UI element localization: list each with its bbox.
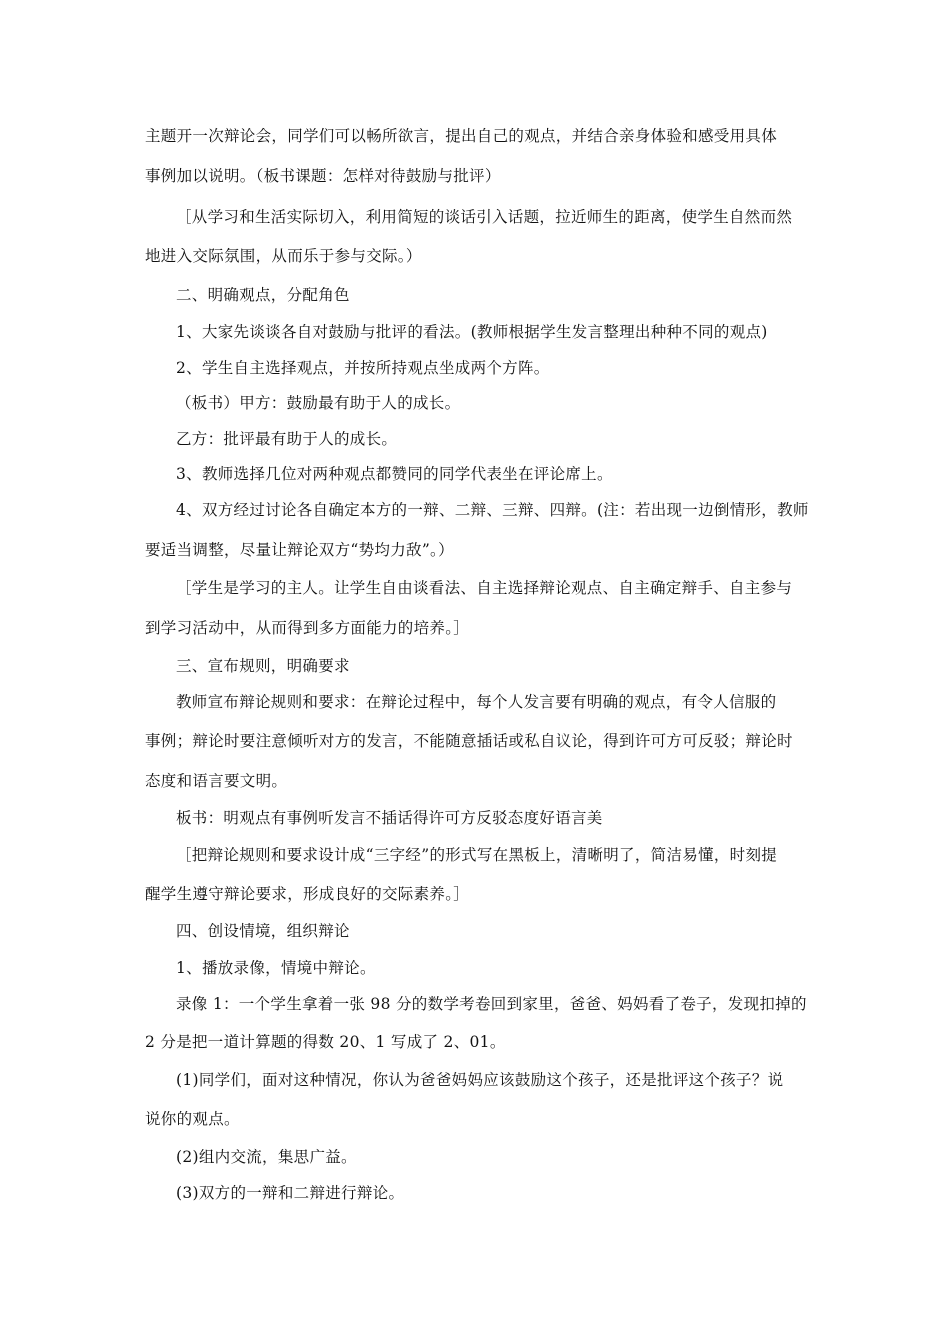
- paragraph-line: 4、双方经过讨论各自确定本方的一辩、二辩、三辩、四辩。(注：若出现一边倒情形，教师: [176, 501, 809, 519]
- paragraph-line: 教师宣布辩论规则和要求：在辩论过程中，每个人发言要有明确的观点，有令人信服的: [176, 693, 777, 711]
- paragraph-line: 1、大家先谈谈各自对鼓励与批评的看法。(教师根据学生发言整理出种种不同的观点): [176, 323, 768, 341]
- paragraph-line: 1、播放录像，情境中辩论。: [176, 959, 376, 977]
- paragraph-line: 地进入交际氛围，从而乐于参与交际。）: [145, 247, 422, 265]
- paragraph-line: 说你的观点。: [145, 1110, 240, 1128]
- paragraph-line: 录像 1：一个学生拿着一张 98 分的数学考卷回到家里，爸爸、妈妈看了卷子，发现扣掉的: [176, 995, 807, 1013]
- paragraph-line: 2 分是把一道计算题的得数 20、1 写成了 2、01。: [145, 1033, 506, 1051]
- paragraph-line: 2、学生自主选择观点，并按所持观点坐成两个方阵。: [176, 359, 550, 377]
- paragraph-line: 乙方：批评最有助于人的成长。: [176, 430, 398, 448]
- paragraph-line: 要适当调整，尽量让辩论双方“势均力敌”。）: [145, 541, 454, 559]
- section-heading: 二、明确观点，分配角色: [176, 286, 350, 304]
- paragraph-line: 事例加以说明。（板书课题：怎样对待鼓励与批评）: [145, 167, 501, 185]
- paragraph-line: 主题开一次辩论会，同学们可以畅所欲言，提出自己的观点，并结合亲身体验和感受用具体: [145, 127, 778, 145]
- paragraph-line: ［从学习和生活实际切入，利用简短的谈话引入话题，拉近师生的距离，使学生自然而然: [176, 208, 793, 226]
- paragraph-line: 3、教师选择几位对两种观点都赞同的同学代表坐在评论席上。: [176, 465, 613, 483]
- section-heading: 四、创设情境，组织辩论: [176, 922, 350, 940]
- paragraph-line: (3)双方的一辩和二辩进行辩论。: [176, 1184, 405, 1202]
- paragraph-line: (2)组内交流，集思广益。: [176, 1148, 357, 1166]
- paragraph-line: 事例；辩论时要注意倾听对方的发言，不能随意插话或私自议论，得到许可方可反驳；辩论时: [145, 732, 793, 750]
- paragraph-line: ［学生是学习的主人。让学生自由谈看法、自主选择辩论观点、自主确定辩手、自主参与: [176, 579, 793, 597]
- paragraph-line: （板书）甲方：鼓励最有助于人的成长。: [176, 394, 461, 412]
- paragraph-line: 到学习活动中，从而得到多方面能力的培养。］: [145, 619, 470, 637]
- paragraph-line: 板书：明观点有事例听发言不插话得许可方反驳态度好语言美: [176, 809, 603, 827]
- paragraph-line: 态度和语言要文明。: [145, 772, 288, 790]
- paragraph-line: 醒学生遵守辩论要求，形成良好的交际素养。］: [145, 885, 470, 903]
- paragraph-line: ［把辩论规则和要求设计成“三字经”的形式写在黑板上，清晰明了，简洁易懂，时刻提: [176, 846, 778, 864]
- section-heading: 三、宣布规则，明确要求: [176, 657, 350, 675]
- paragraph-line: (1)同学们，面对这种情况，你认为爸爸妈妈应该鼓励这个孩子，还是批评这个孩子？说: [176, 1071, 784, 1089]
